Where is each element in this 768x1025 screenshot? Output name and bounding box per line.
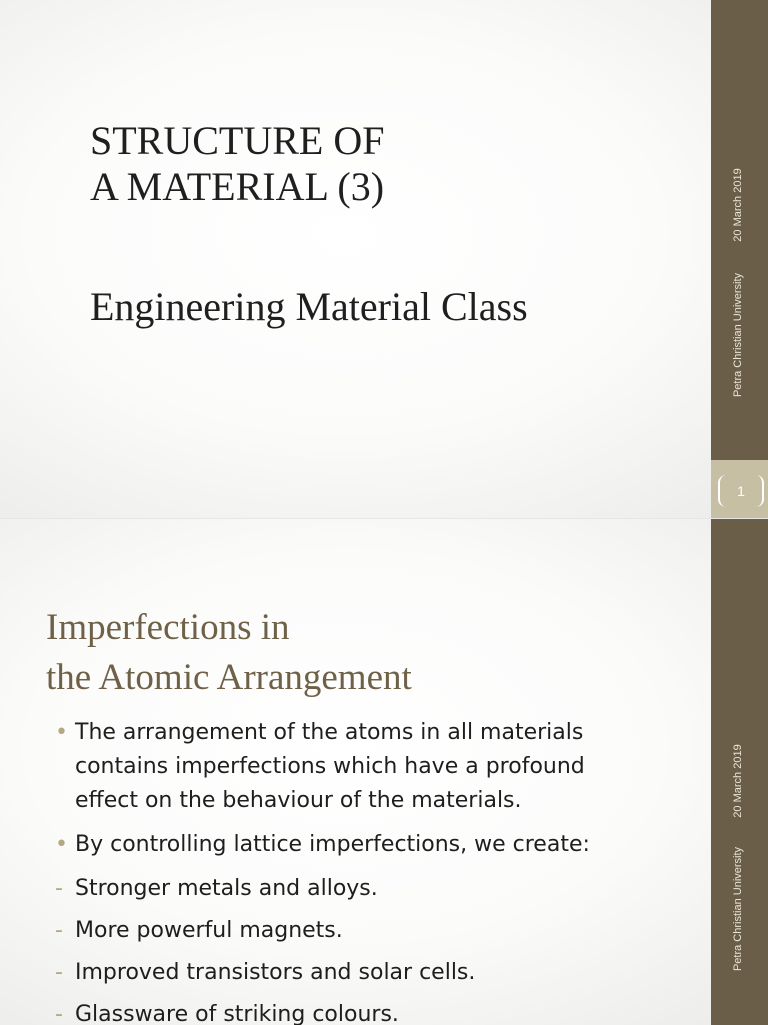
bullet-marker: • — [55, 720, 68, 745]
side-date: 20 March 2019 — [732, 744, 744, 818]
bullet-list — [55, 716, 655, 1025]
dash-marker: - — [55, 918, 63, 943]
list-item — [55, 716, 655, 818]
list-item — [55, 872, 655, 906]
side-org: Petra Christian University — [732, 846, 744, 972]
slide-subtitle: Engineering Material Class — [90, 284, 528, 329]
dash-marker: - — [55, 960, 63, 985]
side-date: 20 March 2019 — [732, 168, 744, 242]
list-item — [55, 956, 655, 990]
item-line: By controlling lattice imperfections, we create: — [75, 832, 590, 857]
item-line: effect on the behaviour of the materials. — [75, 788, 522, 813]
item-line: Glassware of striking colours. — [75, 1002, 399, 1025]
page-number: 1 — [718, 475, 764, 507]
item-line: The arrangement of the atoms in all materials — [75, 720, 584, 745]
title-line-1: STRUCTURE OF — [90, 118, 385, 163]
item-line: contains imperfections which have a profound — [75, 754, 585, 779]
item-line: Stronger metals and alloys. — [75, 876, 378, 901]
dash-marker: - — [55, 876, 63, 901]
title-line-2: A MATERIAL (3) — [90, 164, 385, 209]
side-band — [711, 0, 768, 518]
item-line: More powerful magnets. — [75, 918, 343, 943]
item-line: Improved transistors and solar cells. — [75, 960, 476, 985]
bullet-marker: • — [55, 832, 68, 857]
content-slide — [0, 518, 768, 1025]
side-org: Petra Christian University — [732, 272, 744, 398]
list-item — [55, 914, 655, 948]
title-line-2: the Atomic Arrangement — [46, 657, 412, 698]
dash-marker: - — [55, 1002, 63, 1025]
list-item — [55, 828, 655, 862]
slide-title — [46, 603, 412, 703]
list-item — [55, 998, 655, 1025]
title-line-1: Imperfections in — [46, 607, 290, 648]
slide-title — [90, 118, 385, 210]
